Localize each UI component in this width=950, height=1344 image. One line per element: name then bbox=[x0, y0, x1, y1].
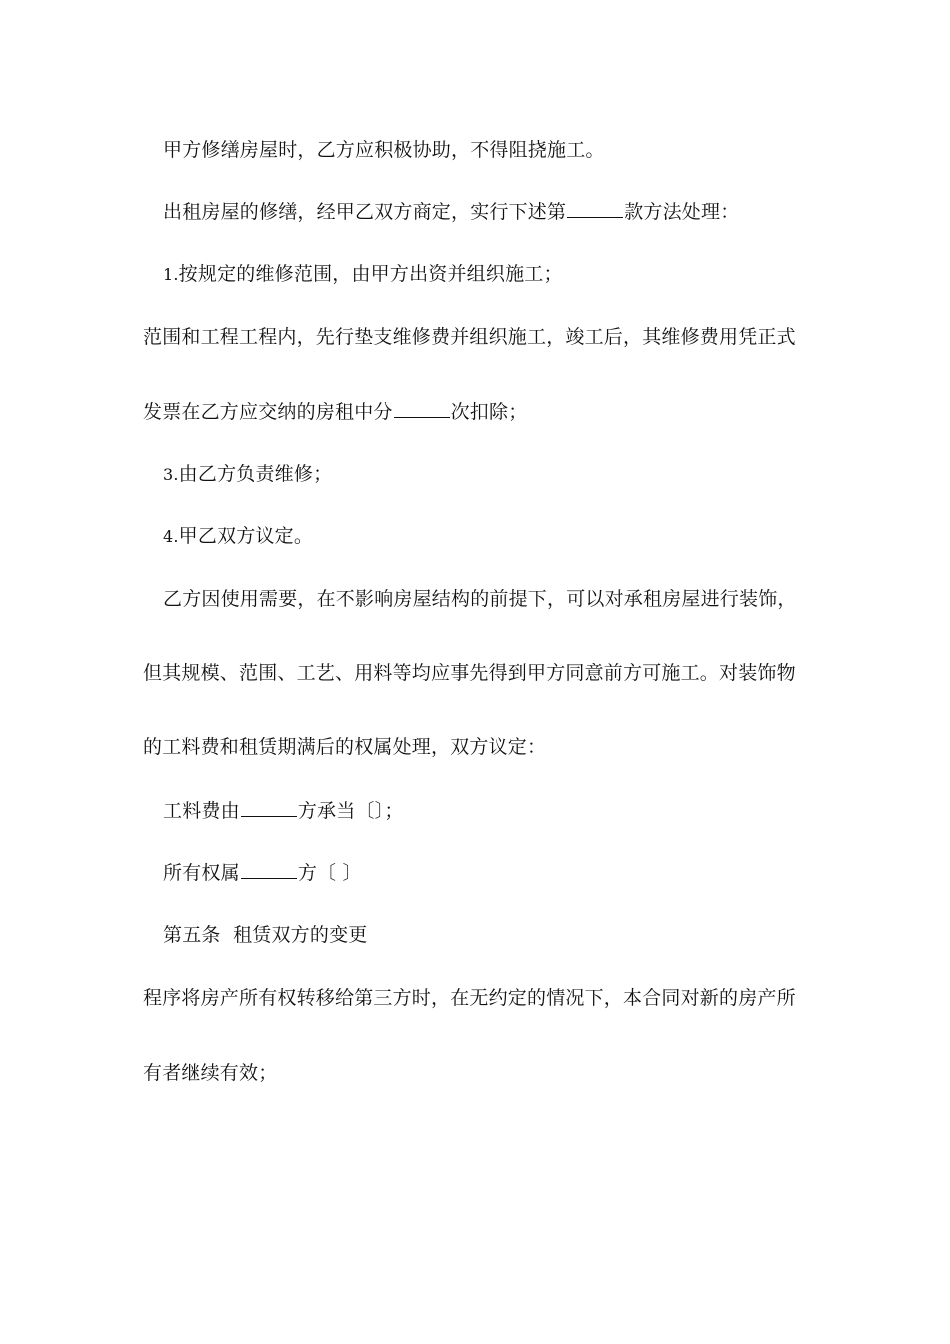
paragraph-decoration-ownership bbox=[0, 733, 950, 761]
text: 由乙方负责维修； bbox=[178, 463, 333, 485]
paragraph-material-cost bbox=[0, 797, 950, 825]
paragraph-landlord-repair bbox=[0, 136, 950, 164]
text: 程序将房产所有权转移给第三方时，在无约定的情况下，本合同对新的房产所 bbox=[143, 987, 796, 1009]
text: 乙方因使用需要，在不影响房屋结构的前提下，可以对承租房屋进行装饰， bbox=[163, 588, 797, 610]
list-item-3 bbox=[0, 460, 950, 489]
list-number: 1. bbox=[163, 265, 179, 284]
fill-in-blank[interactable] bbox=[394, 399, 450, 418]
text: 款方法处理： bbox=[624, 201, 740, 223]
fill-in-blank[interactable] bbox=[567, 199, 623, 218]
text: 有者继续有效； bbox=[143, 1062, 278, 1084]
text: 方〔 〕 bbox=[297, 862, 362, 884]
text: 方承当〔〕； bbox=[297, 800, 404, 822]
paragraph-contract-validity bbox=[0, 1059, 950, 1087]
paragraph-decoration bbox=[0, 585, 950, 613]
text: 按规定的维修范围，由甲方出资并组织施工； bbox=[178, 263, 563, 285]
text: 甲乙双方议定。 bbox=[178, 525, 314, 547]
text: 次扣除； bbox=[450, 401, 528, 423]
list-number: 4. bbox=[163, 527, 179, 546]
list-item-1 bbox=[0, 260, 950, 289]
text: 但其规模、范围、工艺、用料等均应事先得到甲方同意前方可施工。对装饰物 bbox=[143, 662, 796, 684]
paragraph-decoration-continued bbox=[0, 659, 950, 687]
text: 甲方修缮房屋时，乙方应积极协助，不得阻挠施工。 bbox=[163, 139, 605, 161]
fill-in-blank[interactable] bbox=[241, 798, 297, 817]
paragraph-ownership-transfer bbox=[0, 984, 950, 1012]
section-heading-article-5 bbox=[0, 921, 950, 949]
paragraph-advance-repair-cost bbox=[0, 323, 950, 351]
text: 第五条 租赁双方的变更 bbox=[163, 924, 368, 946]
text: 工料费由 bbox=[163, 800, 240, 822]
paragraph-ownership bbox=[0, 859, 950, 887]
paragraph-rent-deduction bbox=[0, 398, 950, 426]
list-number: 3. bbox=[163, 465, 179, 484]
text: 的工料费和租赁期满后的权属处理，双方议定： bbox=[143, 736, 547, 758]
text: 发票在乙方应交纳的房租中分 bbox=[143, 401, 393, 423]
list-item-4 bbox=[0, 522, 950, 551]
paragraph-repair-method bbox=[0, 198, 950, 226]
text: 所有权属 bbox=[163, 862, 240, 884]
text: 范围和工程工程内，先行垫支维修费并组织施工，竣工后，其维修费用凭正式 bbox=[143, 326, 796, 348]
text: 出租房屋的修缮，经甲乙双方商定，实行下述第 bbox=[163, 201, 567, 223]
fill-in-blank[interactable] bbox=[241, 860, 297, 879]
